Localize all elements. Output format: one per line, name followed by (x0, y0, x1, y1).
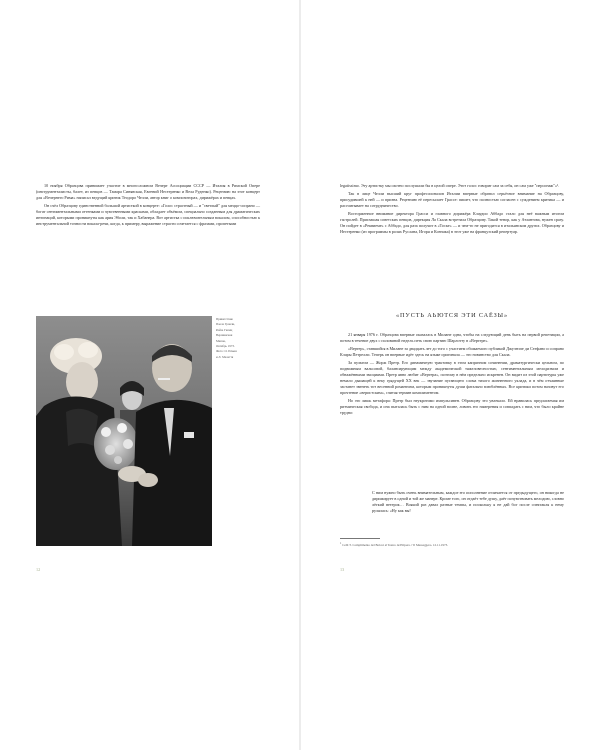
body-paragraph-2: «Вертер», ставшийся в Милане за двадцать лет до того с участием обожаемого публикой Джузеппе ди Стефано и сопрано Клары Петрелли. Теперь он впервые идёт здесь на языке оригинала — это новинство для Скала. (340, 345, 564, 357)
footnote-text: Celli T. Complimento del Bolcoi al Teatro dell'Opera // Il Messaggero. 12.11.1973. (342, 543, 448, 548)
caption-line: Рейза Гилиц (216, 327, 233, 332)
caption-line: Вершинская (216, 333, 233, 338)
page-number-left: 12 (36, 567, 41, 572)
section-body (340, 332, 564, 418)
photo-illustration (36, 316, 212, 546)
page-number-right: 13 (340, 567, 345, 572)
footnote (340, 541, 564, 548)
caption-line: Октябрь 1973. (216, 344, 235, 349)
caption-line: и Л. Малеття (216, 354, 234, 359)
left-page (0, 0, 299, 750)
left-page-text (36, 183, 260, 229)
caption-line: Фото: О. Ильин (216, 349, 237, 354)
block-quote: С ним нужно быть очень внимательным, каждое его исполнение отличается от предыдущего, он никогда не дирижирует в одной и той же манере. Кроме того, он отдаёт тебе душу, даёт почувствовать мелодию, словно лёгкий ветерок… Всякий раз давал разные темпы, и поскольку я не дай бог после спектакля к нему рулялась: «Ну как вы! (372, 490, 564, 514)
body-paragraph-3: За пультом — Жорж Претр. Его динамичную трактовку в этом капризном сочинении, драматургически цельном, по подвижным вальсовой, балансирующим между академической тяжеловесностью, сентиментальным мелодизмом и обнажёнными эмоциями. Претр явно любит «Вертера», поэтому в нём предельно искренен. Он видит из этой партитуры уже немало дышащей к веку грядущей XX век — звучание пугающего слома тихого жизненного уклада, и в чём отчаянные застанет звенеть тот весенний романтизм, которым проникнуты души фатально влюблённых. Все критики потом назовут его прочтение «веристским», считая термин комплиментом. (340, 359, 564, 396)
right-paragraph-2: Так в лице Челли высший круг профессионалов Италии впервые обратил серьёзное внимание на Образцову, присудившей к ней — и призна. Рецензию её пересылает Грассе: пишет, что полностью согласен с суждением критика — и рассчитывает на сотрудничество. (340, 190, 564, 208)
right-page-top-text (340, 183, 564, 237)
left-paragraph-2: Он счёл Образцову единственной большой артисткой в концерте: «Голос страстный — и "светлый" для меццо-сопрано — богат сентиментальными оттенками и чувственными красками, обладает объёмом, специально созданным для драматических интонаций, которыми проникнуты как ария Эболи, так и Хабанера. Вот артистка с исключительным вокалом, способностью к инструментальной точности вокала-речи, когда, к примеру, выражение страсти сочетается с фразами, пропетыми (36, 202, 260, 227)
right-paragraph-1: legatissimo. Эту артистку мы охотно послушали бы в целой опере. Этот голос говорит сам за себя, он сам уже "персонаж"»¹. (340, 183, 560, 188)
section-title: «ПУСТЬ АЬЮТСЯ ЭТИ САЁЗЫ» (396, 312, 508, 319)
footnote-marker: 1 (340, 542, 342, 545)
right-paragraph-3: Восторженное внимание директора Грасси и главного дирижёра Клаудио Аббадо стало для неё важным итогом гастролей. Приглашая советских певцов, дирекция Ла Скала встретила Образцову. Такой тенор, как у Атлантова, нужен сразу. Он пойдет в «Реквиеме» с Аббадо, для раза получит в «Тоске» — и чем-то не пригодится в итальянском других. Образцову и Нестеренко (из программы в ролях Руслана, Игоря и Кончака) в этот уже на французский репертуар. (340, 210, 564, 234)
body-paragraph-4: Но это лишь метафора: Претр был неукротимо импульсивен. Образцову это увлекало. Ей нравилась предлагаемая им ритмическая свобода, и она пыталась быть с ним на одной волне, ловить его намерения и совпадать с ним, что было крайне трудно: (340, 397, 564, 415)
photo-caption (216, 317, 260, 360)
caption-line: Милан, (216, 338, 226, 343)
caption-line: Приветствие (216, 317, 233, 321)
footnote-divider (340, 538, 380, 539)
portrait-photo (36, 316, 212, 546)
caption-line: Паола Гранчи, (216, 322, 235, 327)
body-paragraph-1: 21 января 1976 г. Образцова впервые оказалась в Милане одна, чтобы на следующий день быть на первой репетиции, а потом в течение двух с половиной недель петь свою партию Шарлотту в «Вертере». (340, 332, 564, 344)
left-paragraph-1: 10 ноября Образцова принимает участие в многосложном Вечере Ассоциации СССР — Италия в Римской Опере (инструменталисты, балет, из певцов — Тамара Синявская, Евгений Нестеренко и Вела Руденко). Рецензию на этот концерт для «Вечернего Рима» написал ведущий критик Теодоро Челли, автор книг о композиторах, дирижёрах и певцах. (36, 183, 260, 201)
